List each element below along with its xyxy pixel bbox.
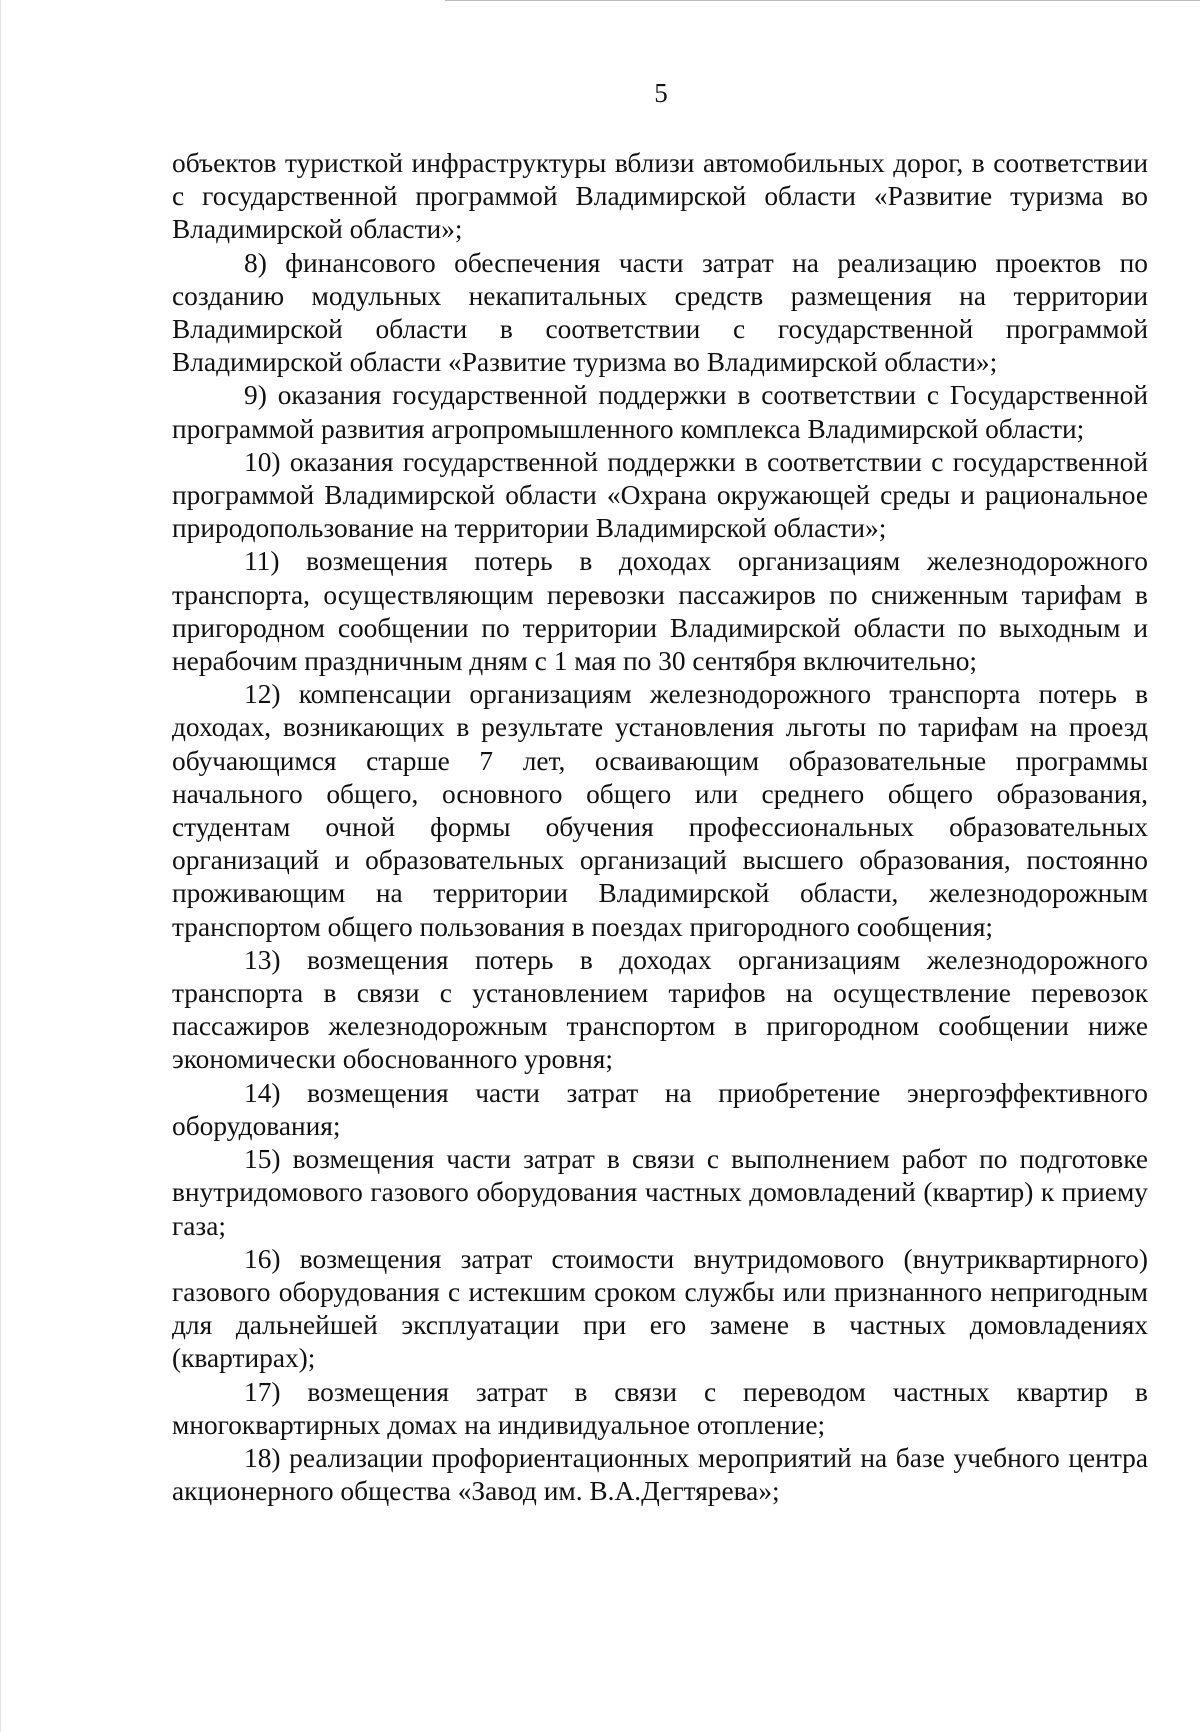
paragraph-item-12: 12) компенсации организациям железнодорожного транспорта потерь в доходах, возникающих в результате установления льготы по тарифам на проезд обучающимся старше 7 лет, осваивающим образовательные программы начального общего, основного общего или среднего общего образования, студентам очной формы обучения профессиональных образовательных организаций и образовательных организаций высшего образования, постоянно проживающим на территории Владимирской области, железнодорожным транспортом общего пользования в поездах пригородного сообщения; [172, 679, 1148, 942]
paragraph-item-18: 18) реализации профориентационных мероприятий на базе учебного центра акционерного общества «Завод им. В.А.Дегтярева»; [172, 1442, 1148, 1507]
paragraph-item-14: 14) возмещения части затрат на приобретение энергоэффективного оборудования; [172, 1077, 1148, 1141]
paragraph-item-17: 17) возмещения затрат в связи с переводом частных квартир в многоквартирных домах на индивидуальное отопление; [172, 1376, 1148, 1440]
paragraph-item-13: 13) возмещения потерь в доходах организациям железнодорожного транспорта в связи с установлением тарифов на осуществление перевозок пассажиров железнодорожным транспортом в пригородном сообщении ниже экономически обоснованного уровня; [172, 944, 1148, 1075]
page-number: 5 [654, 78, 668, 108]
paragraph-item-9: 9) оказания государственной поддержки в соответствии с Государственной программой развития агропромышленного комплекса Владимирской области; [172, 380, 1148, 444]
scan-edge-top [445, 0, 1200, 1]
paragraph-continuation: объектов туристкой инфраструктуры вблизи автомобильных дорог, в соответствии с государственной программой Владимирской области «Развитие туризма во Владимирской области»; [172, 148, 1148, 245]
document-body [172, 147, 1148, 1508]
paragraph-item-16: 16) возмещения затрат стоимости внутридомового (внутриквартирного) газового оборудования с истекшим сроком службы или признанного непригодным для дальнейшей эксплуатации при его замене в частных домовладениях (квартирах); [172, 1243, 1148, 1374]
paragraph-item-15: 15) возмещения части затрат в связи с выполнением работ по подготовке внутридомового газового оборудования частных домовладений (квартир) к приему газа; [172, 1144, 1148, 1241]
paragraph-item-11: 11) возмещения потерь в доходах организациям железнодорожного транспорта, осуществляющим перевозки пассажиров по сниженным тарифам в пригородном сообщении по территории Владимирской области по выходным и нерабочим праздничным дням с 1 мая по 30 сентября включительно; [172, 546, 1148, 677]
paragraph-item-8: 8) финансового обеспечения части затрат на реализацию проектов по созданию модульных некапитальных средств размещения на территории Владимирской области в соответствии с государственной программой Владимирской области «Развитие туризма во Владимирской области»; [172, 247, 1148, 378]
scan-edge-left [0, 0, 1, 1732]
paragraph-item-10: 10) оказания государственной поддержки в соответствии с государственной программой Владимирской области «Охрана окружающей среды и рациональное природопользование на территории Владимирской области»; [172, 446, 1148, 544]
